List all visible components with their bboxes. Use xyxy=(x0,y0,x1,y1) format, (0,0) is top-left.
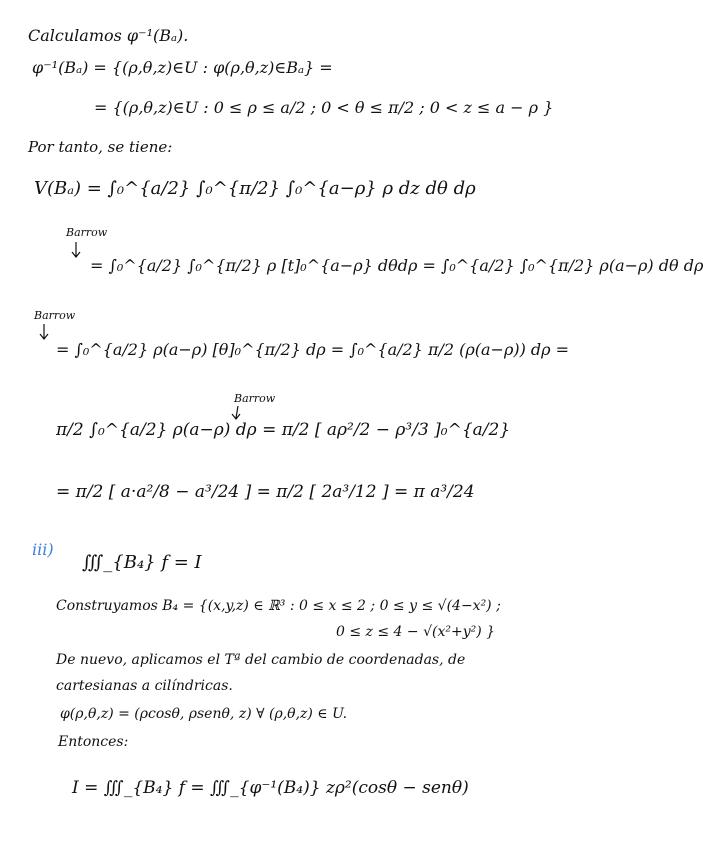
line-preimage-set: = {(ρ,θ,z)∈U : 0 ≤ ρ ≤ a/2 ; 0 < θ ≤ π/2 ; 0 < z ≤ a − ρ } xyxy=(94,98,554,117)
line-first-barrow-step: = ∫₀^{a/2} ∫₀^{π/2} ρ [t]₀^{a−ρ} dθdρ = ∫₀^{a/2} ∫₀^{π/2} ρ(a−ρ) dθ dρ xyxy=(90,256,703,275)
line-calculamos: Calculamos φ⁻¹(Bₐ). xyxy=(28,26,189,45)
line-volume-integral: V(Bₐ) = ∫₀^{a/2} ∫₀^{π/2} ∫₀^{a−ρ} ρ dz dθ dρ xyxy=(34,178,476,199)
line-construyamos-B4: Construyamos B₄ = {(x,y,z) ∈ ℝ³ : 0 ≤ x ≤ 2 ; 0 ≤ y ≤ √(4−x²) ; xyxy=(56,598,501,614)
line-third-barrow-step: π/2 ∫₀^{a/2} ρ(a−ρ) dρ = π/2 [ aρ²/2 − ρ³/3 ]₀^{a/2} xyxy=(56,420,511,440)
barrow-arrow-icon xyxy=(40,324,48,339)
line-cartesianas: cartesianas a cilíndricas. xyxy=(56,678,233,694)
line-second-barrow-step: = ∫₀^{a/2} ρ(a−ρ) [θ]₀^{π/2} dρ = ∫₀^{a/2} π/2 (ρ(a−ρ)) dρ = xyxy=(56,340,570,359)
section-iii-label: iii) xyxy=(32,540,54,559)
barrow-note-3: Barrow xyxy=(234,392,276,405)
line-preimage-definition: φ⁻¹(Bₐ) = {(ρ,θ,z)∈U : φ(ρ,θ,z)∈Bₐ} = xyxy=(32,58,333,77)
line-entonces: Entonces: xyxy=(58,734,129,750)
barrow-arrow-icon xyxy=(72,242,80,257)
line-por-tanto: Por tanto, se tiene: xyxy=(28,138,173,156)
barrow-note-1: Barrow xyxy=(66,226,108,239)
barrow-arrow-icon xyxy=(232,406,240,419)
line-integral-I-expression: I = ∭_{B₄} f = ∭_{φ⁻¹(B₄)} zρ²(cosθ − senθ) xyxy=(72,778,469,798)
line-final-volume: = π/2 [ a·a²/8 − a³/24 ] = π/2 [ 2a³/12 ] = π a³/24 xyxy=(56,482,475,502)
barrow-note-2: Barrow xyxy=(34,309,76,322)
line-de-nuevo: De nuevo, aplicamos el Tª del cambio de coordenadas, de xyxy=(56,652,466,668)
line-B4-z-bounds: 0 ≤ z ≤ 4 − √(x²+y²) } xyxy=(336,624,496,640)
line-phi-definition: φ(ρ,θ,z) = (ρcosθ, ρsenθ, z) ∀ (ρ,θ,z) ∈ U. xyxy=(60,706,348,722)
line-triple-integral-I: ∭_{B₄} f = I xyxy=(82,552,202,573)
